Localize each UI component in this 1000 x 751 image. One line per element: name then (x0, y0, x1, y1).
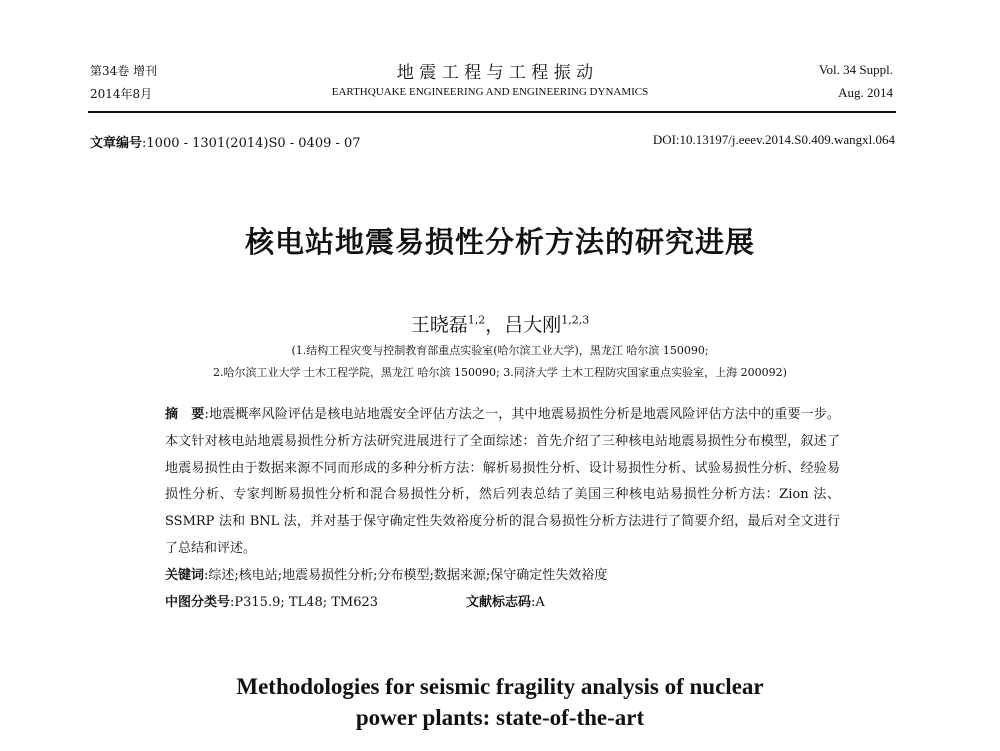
abstract-label: 摘 要 (165, 407, 205, 422)
paper-title-en-line1: Methodologies for seismic fragility analysis of nuclear (236, 674, 764, 699)
keywords (165, 563, 840, 590)
volume-en: Vol. 34 Suppl. (818, 62, 893, 77)
author-2: 吕大刚 (504, 314, 562, 336)
author-1: 王晓磊 (410, 314, 468, 336)
journal-cn: 地 震 工 程 与 工 程 振 动 (396, 63, 594, 83)
abstract-block (165, 402, 840, 616)
paper-title-en-line2: power plants: state-of-the-art (355, 705, 645, 730)
header-rule (88, 111, 896, 113)
date-cn: 2014年8月 (90, 87, 153, 101)
affiliation-line: (1.结构工程灾变与控制教育部重点实验室(哈尔滨工业大学)，黑龙江 哈尔滨 150090; (291, 344, 709, 357)
doc-code-label: 文献标志码 (466, 594, 532, 610)
abstract (165, 402, 840, 563)
article-no-value: :1000 - 1301(2014)S0 - 0409 - 07 (142, 136, 361, 151)
keywords-label: 关键词 (165, 567, 205, 583)
author-1-affil: 1,2 (467, 313, 486, 327)
clc-label: 中图分类号 (165, 594, 231, 610)
keywords-text: :综述;核电站;地震易损性分析;分布模型;数据来源;保守确定性失效裕度 (204, 567, 608, 583)
authors (0, 310, 1000, 337)
classification (165, 590, 840, 617)
journal-en: EARTHQUAKE ENGINEERING AND ENGINEERING DYNAMICS (331, 86, 649, 98)
doi: DOI:10.13197/j.eeev.2014.S0.409.wangxl.064 (652, 132, 895, 147)
paper-title-cn: 核电站地震易损性分析方法的研究进展 (244, 225, 755, 259)
author-sep: ， (485, 314, 505, 336)
date-en: Aug. 2014 (838, 85, 893, 100)
affiliation-line: 2.哈尔滨工业大学 土木工程学院，黑龙江 哈尔滨 150090; 3.同济大学 土木工程防灾国家重点实验室，上海 200092) (213, 366, 787, 379)
author-2-affil: 1,2,3 (561, 313, 590, 327)
clc-value: :P315.9; TL48; TM623 (230, 594, 379, 610)
article-no-label: 文章编号 (90, 136, 143, 151)
doc-code-value: :A (531, 594, 545, 610)
article-number (90, 132, 361, 151)
volume-cn: 第34卷 增刊 (90, 64, 158, 78)
abstract-text: :地震概率风险评估是核电站地震安全评估方法之一，其中地震易损性分析是地震风险评估方法中的重要一步。本文针对核电站地震易损性分析方法研究进展进行了全面综述：首先介绍了三种核电站地震易损性分布模型，叙述了地震易损性由于数据来源不同而形成的多种分析方法：解析易损性分析、设计易损性分析、试验易损性分析、经验易损性分析、专家判断易损性分析和混合易损性分析，然后列表总结了美国三种核电站易损性分析方法：Zion 法、SSMRP 法和 BNL 法，并对基于保守确定性失效裕度分析的混合易损性分析方法进行了简要介绍，最后对全文进行了总结和评述。 (165, 407, 840, 556)
